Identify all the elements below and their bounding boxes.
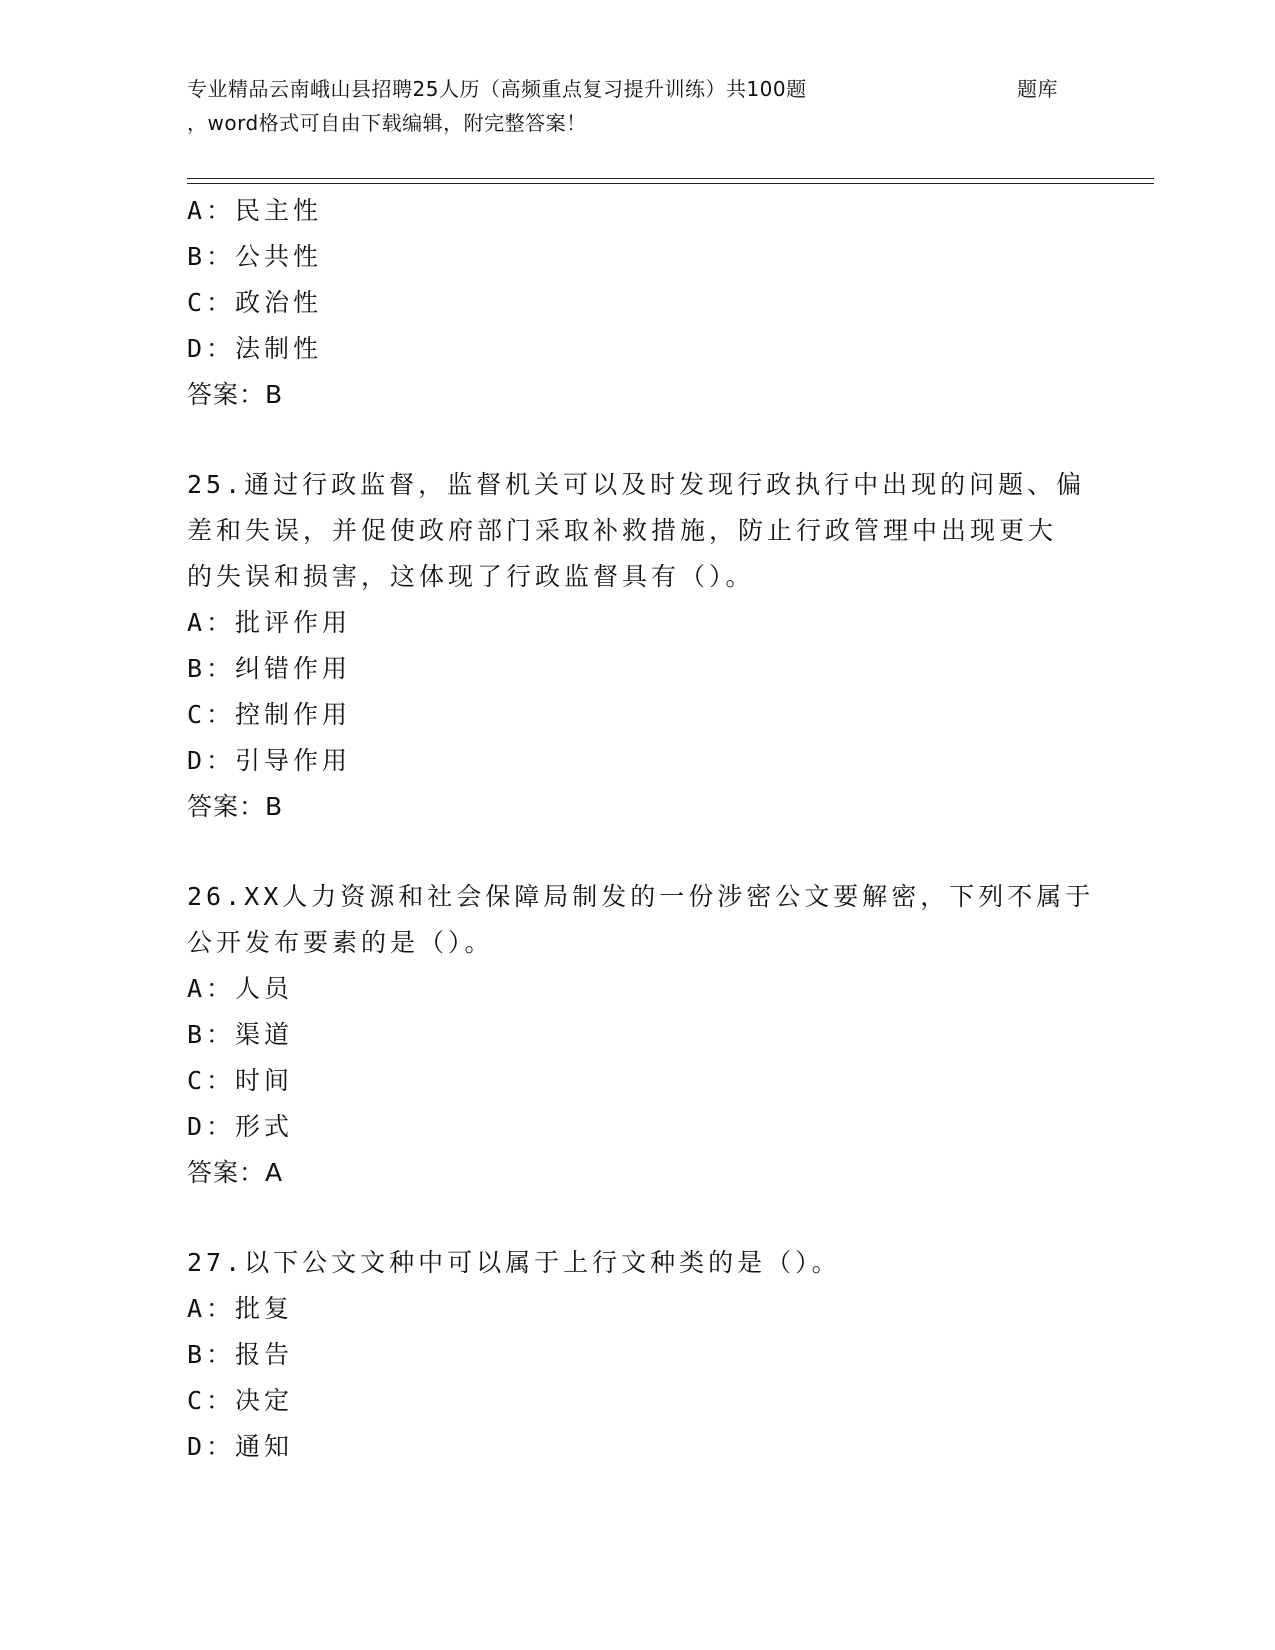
option-a: A：民主性 [187,196,323,225]
option-c: C：政治性 [187,288,323,317]
option-a: A：批评作用 [187,608,352,637]
document-title: 专业精品云南峨山县招聘25人历（高频重点复习提升训练）共100题 [187,77,807,101]
question-stem [187,874,1095,966]
stem-line: 25.通过行政监督，监督机关可以及时发现行政执行中出现的问题、偏 [187,470,1086,499]
question-list [187,188,1095,1470]
option-b: B：渠道 [187,1020,294,1049]
stem-line: 的失误和损害，这体现了行政监督具有（）。 [187,562,755,591]
stem-line: 26.XX人力资源和社会保障局制发的一份涉密公文要解密，下列不属于 [187,882,1095,911]
option-c: C：时间 [187,1066,294,1095]
option-b: B：纠错作用 [187,654,352,683]
stem-line: 27.以下公文文种中可以属于上行文种类的是（）。 [187,1248,841,1277]
question-27 [187,1240,1087,1470]
answer-line: 答案：B [187,380,284,409]
previous-question-tail [187,188,1087,418]
question-bank-tag: 题库 [1017,77,1058,101]
stem-line: 差和失误，并促使政府部门采取补救措施，防止行政管理中出现更大 [187,516,1058,545]
document-subtitle: ，word格式可自由下载编辑，附完整答案！ [187,111,587,135]
option-c: C：决定 [187,1386,294,1415]
answer-line: 答案：A [187,1158,284,1187]
option-d: D：引导作用 [187,746,352,775]
question-stem [187,1240,1087,1286]
option-c: C：控制作用 [187,700,352,729]
option-d: D：形式 [187,1112,294,1141]
stem-line: 公开发布要素的是（）。 [187,928,494,957]
question-26 [187,874,1095,1196]
header-divider-top [187,178,1154,179]
question-25 [187,462,1087,830]
option-a: A：批复 [187,1294,294,1323]
header-divider-bottom [187,183,1154,184]
document-header [187,72,1147,140]
answer-line: 答案：B [187,792,284,821]
option-d: D：通知 [187,1432,294,1461]
question-stem [187,462,1087,600]
option-a: A：人员 [187,974,294,1003]
option-b: B：报告 [187,1340,294,1369]
option-d: D：法制性 [187,334,323,363]
option-b: B：公共性 [187,242,323,271]
header-line-1 [187,72,1147,106]
